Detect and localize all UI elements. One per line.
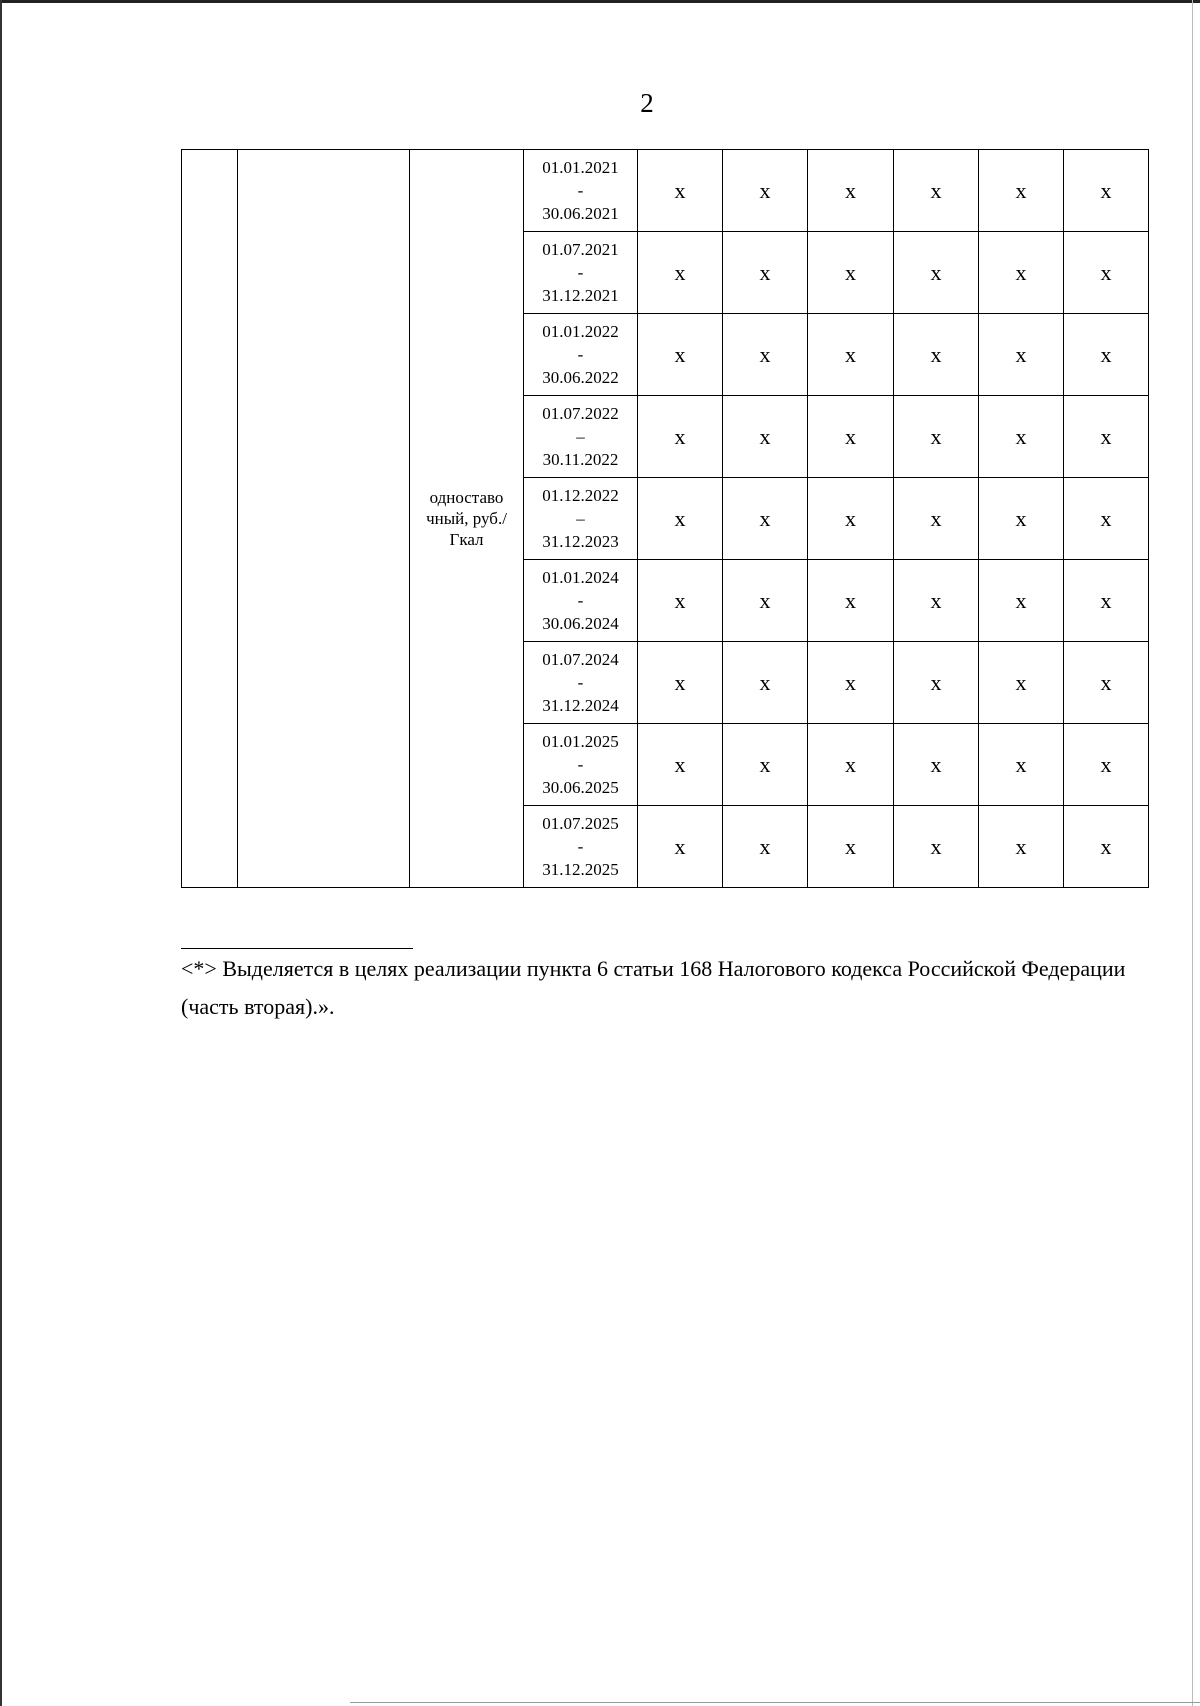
period-from: 01.12.2022 bbox=[542, 486, 619, 505]
value-cell: x bbox=[894, 642, 979, 724]
value-cell: x bbox=[808, 232, 894, 314]
value-cell: x bbox=[808, 806, 894, 888]
period-cell bbox=[524, 232, 638, 314]
empty-number-cell bbox=[182, 150, 238, 888]
period-to: 31.12.2024 bbox=[542, 696, 619, 715]
period-sep: – bbox=[576, 509, 585, 528]
value-cell: x bbox=[723, 560, 808, 642]
value-cell: x bbox=[1064, 232, 1149, 314]
value-cell: x bbox=[894, 396, 979, 478]
value-cell: x bbox=[1064, 560, 1149, 642]
value-cell: x bbox=[1064, 642, 1149, 724]
value-cell: x bbox=[808, 478, 894, 560]
value-cell: x bbox=[808, 724, 894, 806]
period-to: 30.06.2025 bbox=[542, 778, 619, 797]
scan-edge-left bbox=[0, 0, 2, 1706]
value-cell: x bbox=[638, 806, 723, 888]
value-cell: x bbox=[894, 724, 979, 806]
period-from: 01.01.2021 bbox=[542, 158, 619, 177]
period-cell bbox=[524, 642, 638, 724]
value-cell: x bbox=[894, 560, 979, 642]
period-to: 31.12.2021 bbox=[542, 286, 619, 305]
value-cell: x bbox=[894, 314, 979, 396]
value-cell: x bbox=[808, 396, 894, 478]
period-from: 01.07.2022 bbox=[542, 404, 619, 423]
page-number: 2 bbox=[640, 88, 654, 118]
period-cell bbox=[524, 478, 638, 560]
value-cell: x bbox=[894, 150, 979, 232]
value-cell: x bbox=[723, 232, 808, 314]
value-cell: x bbox=[723, 314, 808, 396]
value-cell: x bbox=[1064, 478, 1149, 560]
period-cell bbox=[524, 396, 638, 478]
period-sep: - bbox=[577, 755, 584, 774]
scan-edge-top bbox=[0, 0, 1200, 3]
period-to: 30.06.2021 bbox=[542, 204, 619, 223]
footnote-rule bbox=[181, 948, 413, 949]
value-cell: x bbox=[1064, 314, 1149, 396]
period-from: 01.01.2022 bbox=[542, 322, 619, 341]
value-cell: x bbox=[1064, 806, 1149, 888]
period-to: 30.06.2024 bbox=[542, 614, 619, 633]
value-cell: x bbox=[808, 560, 894, 642]
period-sep: - bbox=[577, 181, 584, 200]
value-cell: x bbox=[723, 396, 808, 478]
value-cell: x bbox=[638, 560, 723, 642]
value-cell: x bbox=[723, 642, 808, 724]
period-to: 31.12.2023 bbox=[542, 532, 619, 551]
period-cell bbox=[524, 314, 638, 396]
value-cell: x bbox=[638, 150, 723, 232]
value-cell: x bbox=[894, 806, 979, 888]
value-cell: x bbox=[808, 642, 894, 724]
value-cell: x bbox=[1064, 150, 1149, 232]
period-cell bbox=[524, 724, 638, 806]
period-from: 01.01.2025 bbox=[542, 732, 619, 751]
footnote-text: <*> Выделяется в целях реализации пункта 6 статьи 168 Налогового кодекса Российской Федерации (часть вторая).». bbox=[181, 956, 1126, 1019]
value-cell: x bbox=[808, 314, 894, 396]
value-cell: x bbox=[894, 232, 979, 314]
period-cell bbox=[524, 560, 638, 642]
period-from: 01.07.2025 bbox=[542, 814, 619, 833]
value-cell: x bbox=[638, 396, 723, 478]
value-cell: x bbox=[979, 642, 1064, 724]
value-cell: x bbox=[723, 478, 808, 560]
period-from: 01.07.2024 bbox=[542, 650, 619, 669]
period-sep: - bbox=[577, 263, 584, 282]
value-cell: x bbox=[638, 724, 723, 806]
period-to: 30.11.2022 bbox=[542, 450, 619, 469]
period-cell bbox=[524, 150, 638, 232]
value-cell: x bbox=[979, 560, 1064, 642]
period-from: 01.01.2024 bbox=[542, 568, 619, 587]
value-cell: x bbox=[979, 396, 1064, 478]
value-cell: x bbox=[979, 150, 1064, 232]
value-cell: x bbox=[638, 642, 723, 724]
value-cell: x bbox=[638, 478, 723, 560]
value-cell: x bbox=[979, 478, 1064, 560]
value-cell: x bbox=[723, 724, 808, 806]
scan-edge-bottom bbox=[350, 1702, 1200, 1703]
period-sep: - bbox=[577, 345, 584, 364]
tariff-type-cell: одноставо чный, руб./Гкал bbox=[410, 150, 524, 888]
value-cell: x bbox=[979, 806, 1064, 888]
period-to: 31.12.2025 bbox=[542, 860, 619, 879]
value-cell: x bbox=[1064, 396, 1149, 478]
scan-edge-right bbox=[1192, 0, 1193, 1706]
value-cell: x bbox=[723, 150, 808, 232]
value-cell: x bbox=[894, 478, 979, 560]
tariff-table bbox=[181, 149, 1149, 888]
value-cell: x bbox=[638, 232, 723, 314]
period-from: 01.07.2021 bbox=[542, 240, 619, 259]
period-to: 30.06.2022 bbox=[542, 368, 619, 387]
table-row bbox=[182, 150, 1149, 232]
table-body bbox=[182, 150, 1149, 888]
value-cell: x bbox=[979, 314, 1064, 396]
value-cell: x bbox=[808, 150, 894, 232]
period-sep: - bbox=[577, 591, 584, 610]
value-cell: x bbox=[979, 724, 1064, 806]
period-cell bbox=[524, 806, 638, 888]
value-cell: x bbox=[1064, 724, 1149, 806]
value-cell: x bbox=[723, 806, 808, 888]
period-sep: - bbox=[577, 837, 584, 856]
value-cell: x bbox=[638, 314, 723, 396]
value-cell: x bbox=[979, 232, 1064, 314]
empty-name-cell bbox=[238, 150, 410, 888]
period-sep: - bbox=[577, 673, 584, 692]
period-sep: – bbox=[576, 427, 585, 446]
